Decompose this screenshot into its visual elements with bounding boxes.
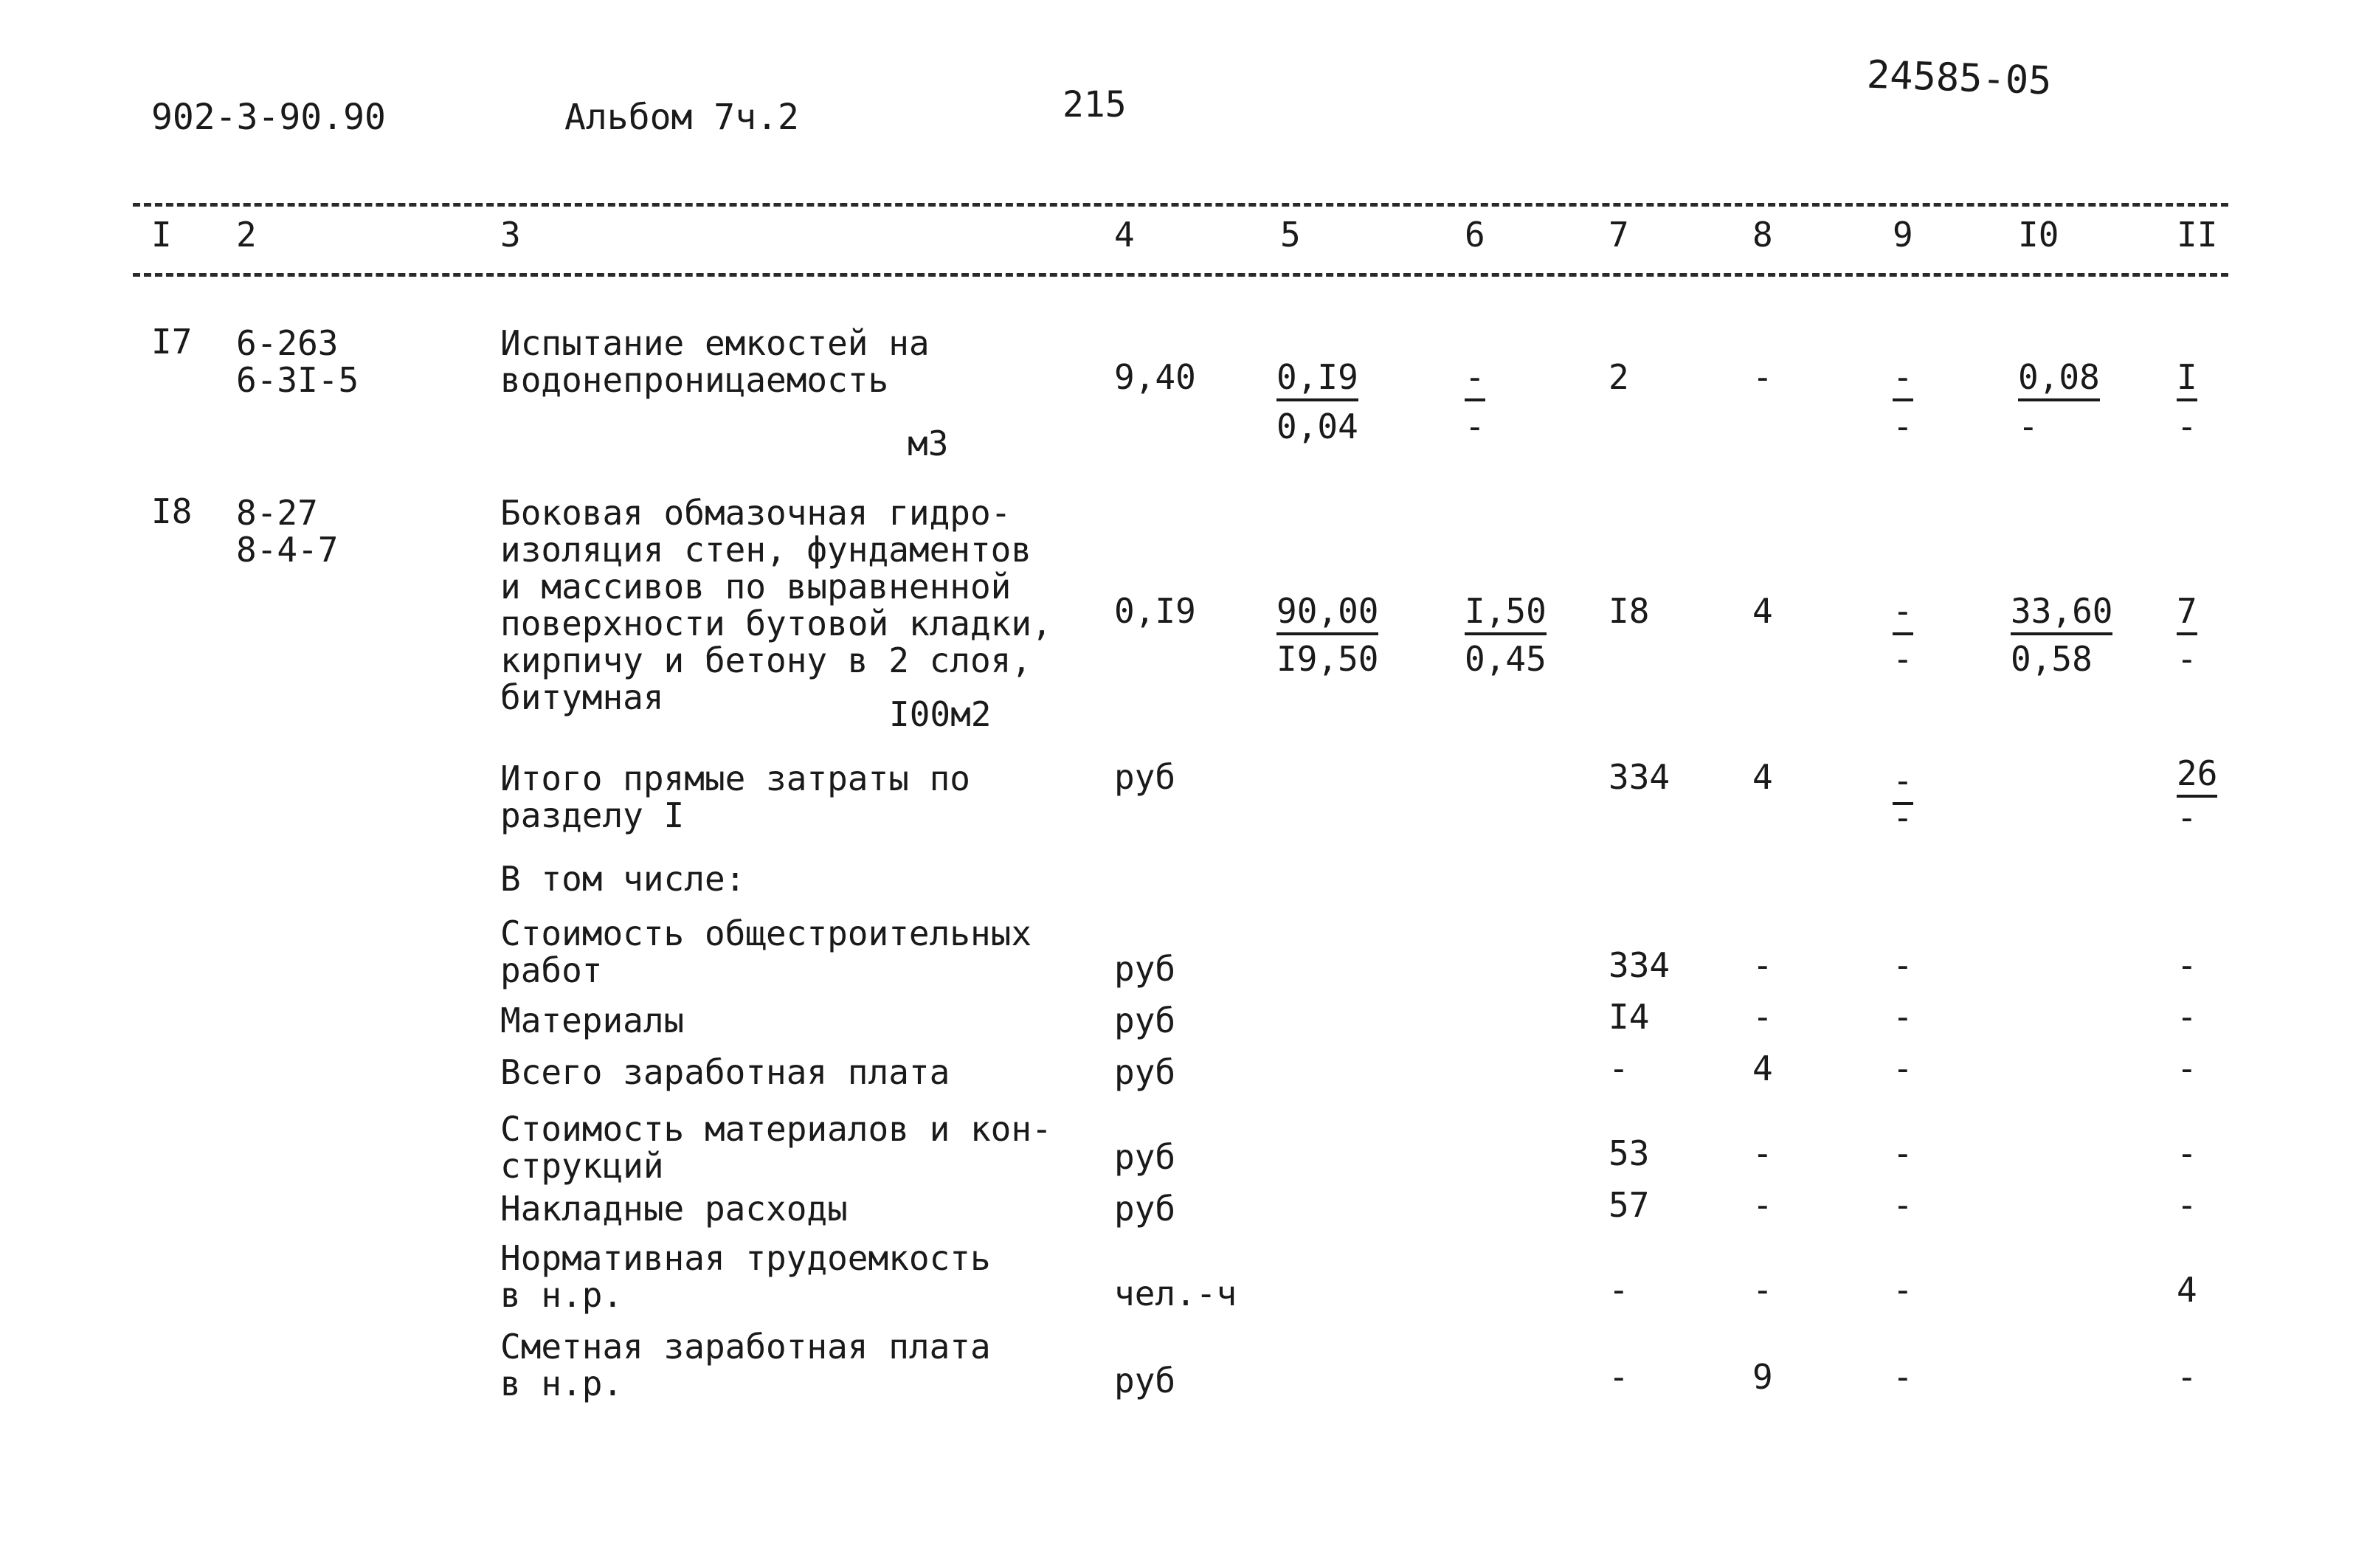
quantity: 0,I9	[1114, 591, 1196, 631]
page-number: 215	[1063, 84, 1127, 125]
subtotal-unit: руб	[1114, 1052, 1176, 1092]
wage-cost: -	[1752, 357, 1773, 397]
machine-cost: I,50	[1465, 594, 1547, 635]
wage-cost: 4	[1752, 591, 1773, 631]
subtotal-description: Нормативная трудоемкость в н.р.	[500, 1238, 991, 1315]
subtotal-labor: -	[2177, 997, 2197, 1037]
subtotal-cost: 334	[1609, 945, 1670, 985]
subtotal-unit: руб	[1114, 1137, 1176, 1177]
labor-unit: 33,60	[2011, 594, 2112, 635]
machine-total: -	[1893, 360, 1913, 401]
labor-total: I	[2177, 360, 2197, 401]
subtotal-machine: -	[1893, 1133, 1913, 1173]
col-header-8: 8	[1752, 215, 1773, 255]
unit-cost: 90,00	[1276, 594, 1378, 635]
subtotal-wage: -	[1752, 997, 1773, 1037]
subtotal-labor: -	[2177, 945, 2197, 985]
subtotal-unit: руб	[1114, 949, 1176, 989]
total-description: Итого прямые затраты по разделу I	[500, 759, 970, 835]
total-machine: -	[1893, 764, 1913, 805]
machine-cost-wage: 0,45	[1465, 639, 1547, 679]
including-label: В том числе:	[500, 859, 746, 899]
labor-unit: 0,08	[2018, 360, 2100, 401]
total-unit: руб	[1114, 757, 1176, 797]
document-code: 902-3-90.90	[151, 97, 386, 138]
total-cost: 2	[1609, 357, 1629, 397]
unit-of-measure: м3	[908, 424, 949, 463]
row-number: I7	[151, 322, 193, 362]
album-label: Альбом 7ч.2	[564, 97, 799, 138]
subtotal-machine: -	[1893, 1049, 1913, 1088]
col-header-6: 6	[1465, 215, 1485, 255]
total-cost: I8	[1609, 591, 1650, 631]
subtotal-cost: 53	[1609, 1133, 1650, 1173]
subtotal-cost: I4	[1609, 997, 1650, 1037]
col-header-5: 5	[1280, 215, 1301, 255]
subtotal-description: Всего заработная плата	[500, 1052, 950, 1092]
labor-total-machine: -	[2177, 639, 2197, 679]
subtotal-wage: -	[1752, 1270, 1773, 1310]
subtotal-wage: -	[1752, 1133, 1773, 1173]
labor-unit-machine: -	[2018, 407, 2039, 446]
subtotal-cost: -	[1609, 1049, 1629, 1088]
subtotal-unit: руб	[1114, 1361, 1176, 1401]
machine-total: -	[1893, 594, 1913, 635]
subtotal-unit: чел.-ч	[1114, 1274, 1237, 1313]
subtotal-cost: -	[1609, 1270, 1629, 1310]
subtotal-cost: -	[1609, 1357, 1629, 1397]
col-header-1: I	[151, 215, 172, 255]
unit-cost-wage: 0,04	[1276, 407, 1358, 446]
document-stamp: 24585-05	[1866, 52, 2053, 104]
subtotal-wage: 4	[1752, 1049, 1773, 1088]
subtotal-unit: руб	[1114, 1189, 1176, 1229]
subtotal-description: Накладные расходы	[500, 1189, 848, 1229]
quantity: 9,40	[1114, 357, 1196, 397]
labor-total-machine: -	[2177, 407, 2197, 446]
subtotal-description: Материалы	[500, 1001, 685, 1040]
total-wage: 4	[1752, 757, 1773, 797]
subtotal-machine: -	[1893, 1185, 1913, 1225]
subtotal-unit: руб	[1114, 1001, 1176, 1040]
unit-cost-wage: I9,50	[1276, 639, 1379, 679]
subtotal-description: Стоимость материалов и кон- струкций	[500, 1109, 1052, 1186]
norm-code: 6-263 6-3I-5	[236, 323, 359, 400]
unit-cost: 0,I9	[1276, 360, 1358, 401]
subtotal-machine: -	[1893, 945, 1913, 985]
subtotal-description: Стоимость общестроительных работ	[500, 913, 1032, 990]
subtotal-labor: 4	[2177, 1270, 2197, 1310]
col-header-11: II	[2177, 215, 2218, 255]
work-description: Боковая обмазочная гидро- изоляция стен, фундаментов и массивов по выравненной поверхности бутовой кладки, кирпичу и бетону в 2 слоя, битумная	[500, 493, 1052, 717]
subtotal-cost: 57	[1609, 1185, 1650, 1225]
unit-of-measure: I00м2	[889, 694, 992, 734]
header-bottom-rule	[133, 273, 2228, 277]
subtotal-labor: -	[2177, 1185, 2197, 1225]
col-header-2: 2	[236, 215, 257, 255]
total-labor: 26	[2177, 756, 2217, 798]
machine-cost-wage: -	[1465, 407, 1485, 446]
total-labor-machine: -	[2177, 798, 2197, 837]
subtotal-machine: -	[1893, 1270, 1913, 1310]
machine-total-wage: -	[1893, 407, 1913, 446]
subtotal-labor: -	[2177, 1049, 2197, 1088]
subtotal-machine: -	[1893, 997, 1913, 1037]
subtotal-wage: 9	[1752, 1357, 1773, 1397]
total-machine-wage: -	[1893, 798, 1913, 837]
norm-code: 8-27 8-4-7	[236, 493, 339, 570]
work-description: Испытание емкостей на водонепроницаемость	[500, 323, 930, 400]
machine-total-wage: -	[1893, 639, 1913, 679]
col-header-9: 9	[1893, 215, 1913, 255]
subtotal-labor: -	[2177, 1133, 2197, 1173]
subtotal-wage: -	[1752, 945, 1773, 985]
row-number: I8	[151, 491, 193, 531]
subtotal-machine: -	[1893, 1357, 1913, 1397]
labor-total: 7	[2177, 594, 2197, 635]
total-cost: 334	[1609, 757, 1670, 797]
labor-unit-machine: 0,58	[2011, 639, 2093, 679]
machine-cost: -	[1465, 360, 1485, 401]
header-top-rule	[133, 203, 2228, 207]
col-header-4: 4	[1114, 215, 1135, 255]
col-header-10: I0	[2018, 215, 2059, 255]
col-header-7: 7	[1609, 215, 1629, 255]
subtotal-labor: -	[2177, 1357, 2197, 1397]
subtotal-wage: -	[1752, 1185, 1773, 1225]
col-header-3: 3	[500, 215, 521, 255]
subtotal-description: Сметная заработная плата в н.р.	[500, 1327, 991, 1403]
